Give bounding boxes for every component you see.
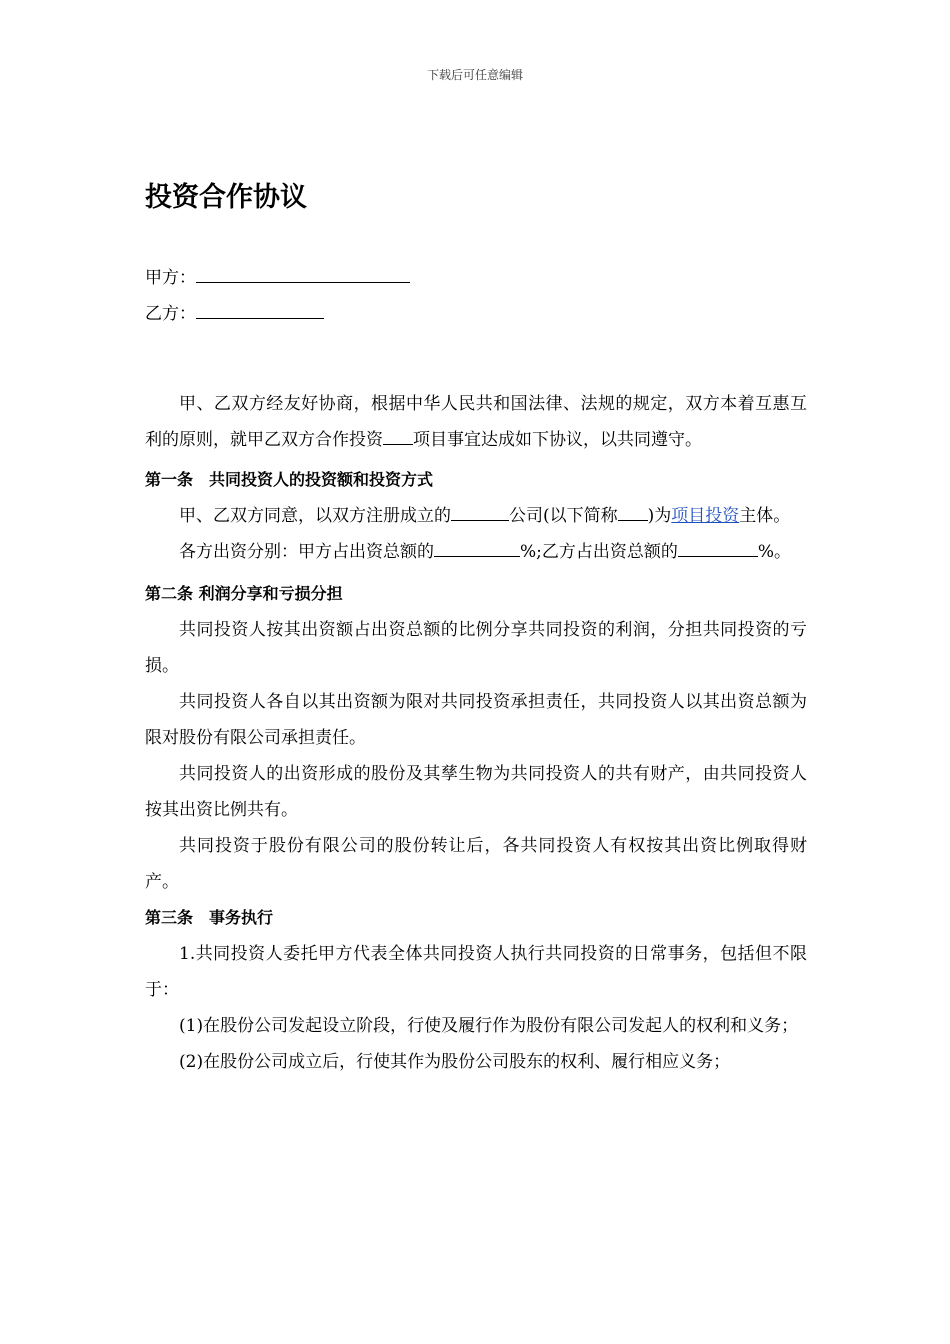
article-2-para-1: 共同投资人按其出资额占出资总额的比例分享共同投资的利润，分担共同投资的亏损。 bbox=[145, 620, 807, 676]
intro-paragraph bbox=[145, 386, 807, 458]
document-title: 投资合作协议 bbox=[145, 182, 307, 213]
article-3-heading: 第三条 事务执行 bbox=[145, 908, 274, 927]
party-b-blank[interactable] bbox=[196, 304, 324, 319]
a1p1-text-c: )为 bbox=[647, 506, 672, 526]
header-note: 下载后可任意编辑 bbox=[426, 68, 523, 82]
article-3-para-1: 1.共同投资人委托甲方代表全体共同投资人执行共同投资的日常事务，包括但不限于： bbox=[145, 944, 807, 1000]
article-1-heading: 第一条 共同投资人的投资额和投资方式 bbox=[145, 470, 434, 489]
a1p2-text-c: %。 bbox=[757, 542, 792, 562]
short-name-blank[interactable] bbox=[618, 506, 648, 521]
a1p2-text-b: %;乙方占出资总额的 bbox=[520, 542, 678, 562]
article-1-para-2 bbox=[145, 534, 807, 570]
a1p1-text-b: 公司(以下简称 bbox=[509, 506, 618, 526]
article-3-para-3: (2)在股份公司成立后，行使其作为股份公司股东的权利、履行相应义务； bbox=[179, 1052, 731, 1072]
company-name-blank[interactable] bbox=[451, 506, 509, 521]
a1p1-text-a: 甲、乙双方同意，以双方注册成立的 bbox=[179, 506, 451, 526]
article-2-para-4: 共同投资于股份有限公司的股份转让后，各共同投资人有权按其出资比例取得财产。 bbox=[145, 836, 807, 892]
document-body bbox=[145, 178, 807, 1080]
article-3-para-2: (1)在股份公司发起设立阶段，行使及履行作为股份有限公司发起人的权利和义务； bbox=[179, 1016, 799, 1036]
party-a-label: 甲方： bbox=[145, 268, 196, 288]
party-a-blank[interactable] bbox=[196, 268, 410, 283]
article-2-heading: 第二条 利润分享和亏损分担 bbox=[145, 584, 343, 603]
party-a-line bbox=[145, 260, 807, 296]
intro-text-1: 甲、乙双方经友好协商，根据中华人民共和国法律、法规的规定，双方本着互惠互利的原则，就甲乙双方合作投资 bbox=[145, 394, 807, 450]
a1p2-text-a: 各方出资分别：甲方占出资总额的 bbox=[179, 542, 434, 562]
project-investment-link[interactable]: 项目投资 bbox=[671, 506, 740, 526]
a1p1-text-d: 主体。 bbox=[739, 506, 791, 526]
party-b-line bbox=[145, 296, 807, 332]
article-2-para-3: 共同投资人的出资形成的股份及其孳生物为共同投资人的共有财产，由共同投资人按其出资比例共有。 bbox=[145, 764, 807, 820]
party-b-label: 乙方： bbox=[145, 304, 196, 324]
project-name-blank[interactable] bbox=[383, 430, 413, 445]
article-2-para-2: 共同投资人各自以其出资额为限对共同投资承担责任，共同投资人以其出资总额为限对股份有限公司承担责任。 bbox=[145, 692, 807, 748]
article-1-para-1 bbox=[145, 498, 807, 534]
party-a-share-blank[interactable] bbox=[434, 542, 520, 557]
party-b-share-blank[interactable] bbox=[678, 542, 758, 557]
intro-text-2: 项目事宜达成如下协议，以共同遵守。 bbox=[413, 430, 702, 450]
